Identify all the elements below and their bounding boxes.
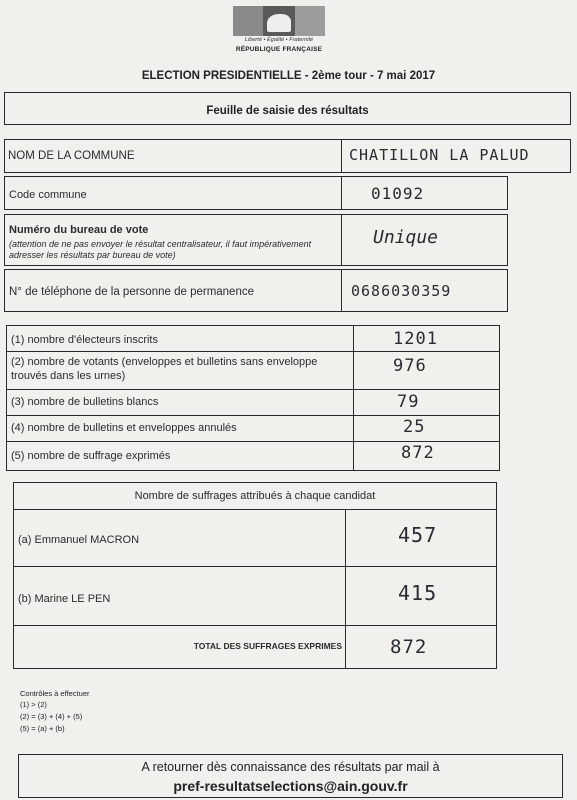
stat-label-blancs: (3) nombre de bulletins blancs [11,396,159,408]
stats-table [6,325,500,471]
commune-label: NOM DE LA COMMUNE [8,150,135,162]
stat-value-annules[interactable]: 25 [403,417,426,437]
stat-label-inscrits: (1) nombre d'électeurs inscrits [11,334,158,346]
candidate-label-lepen: (b) Marine LE PEN [18,593,111,605]
bureau-value[interactable]: Unique [373,227,439,248]
controls-section [20,688,220,735]
stat-value-inscrits[interactable]: 1201 [393,329,438,349]
code-value[interactable]: 01092 [371,184,425,203]
footer-email[interactable]: pref-resultatselections@ain.gouv.fr [173,778,408,794]
total-label: TOTAL DES SUFFRAGES EXPRIMES [193,641,342,651]
control-line-3: (5) = (a) + (b) [20,724,65,734]
bureau-row [4,214,508,266]
logo-republic: RÉPUBLIQUE FRANÇAISE [235,46,323,53]
logo-motto: Liberté • Égalité • Fraternité [244,37,314,43]
phone-row [4,269,508,312]
footer-text: A retourner dès connaissance des résultats par mail à [141,760,440,774]
candidate-value-macron[interactable]: 457 [398,523,438,547]
control-line-2: (2) = (3) + (4) + (5) [20,712,83,722]
commune-value[interactable]: CHATILLON LA PALUD [349,146,530,164]
code-row [4,176,508,210]
stat-label-votants: (2) nombre de votants (enveloppes et bulletins sans enveloppe trouvés dans les urnes) [11,356,318,382]
commune-row [4,139,571,173]
code-label: Code commune [9,189,87,201]
marianne-logo-mark [233,6,325,36]
page-title: ELECTION PRESIDENTIELLE - 2ème tour - 7 mai 2017 [141,70,436,82]
phone-label: N° de téléphone de la personne de permanence [9,286,254,298]
stat-label-annules: (4) nombre de bulletins et enveloppes annulés [11,422,237,434]
subtitle-box [4,92,571,125]
phone-value[interactable]: 0686030359 [351,282,452,300]
stat-label-exprimes: (5) nombre de suffrage exprimés [11,450,171,462]
candidates-header: Nombre de suffrages attribués à chaque candidat [134,490,376,502]
marianne-logo [233,6,325,56]
stat-value-exprimes[interactable]: 872 [401,443,435,463]
stat-value-votants[interactable]: 976 [393,356,427,376]
stat-value-blancs[interactable]: 79 [397,392,420,412]
bureau-note: (attention de ne pas envoyer le résultat centralisateur, il faut impérativement adresser les résultats par bureau de vote) [9,239,312,261]
candidate-value-lepen[interactable]: 415 [398,581,438,605]
form-subtitle: Feuille de saisie des résultats [206,105,369,117]
footer-box [18,754,563,798]
controls-title: Contrôles à effectuer [20,689,90,698]
control-line-1: (1) > (2) [20,700,47,710]
total-value[interactable]: 872 [390,636,428,658]
candidate-label-macron: (a) Emmanuel MACRON [18,534,140,546]
bureau-label: Numéro du bureau de vote [9,224,149,236]
candidates-table [13,482,497,669]
